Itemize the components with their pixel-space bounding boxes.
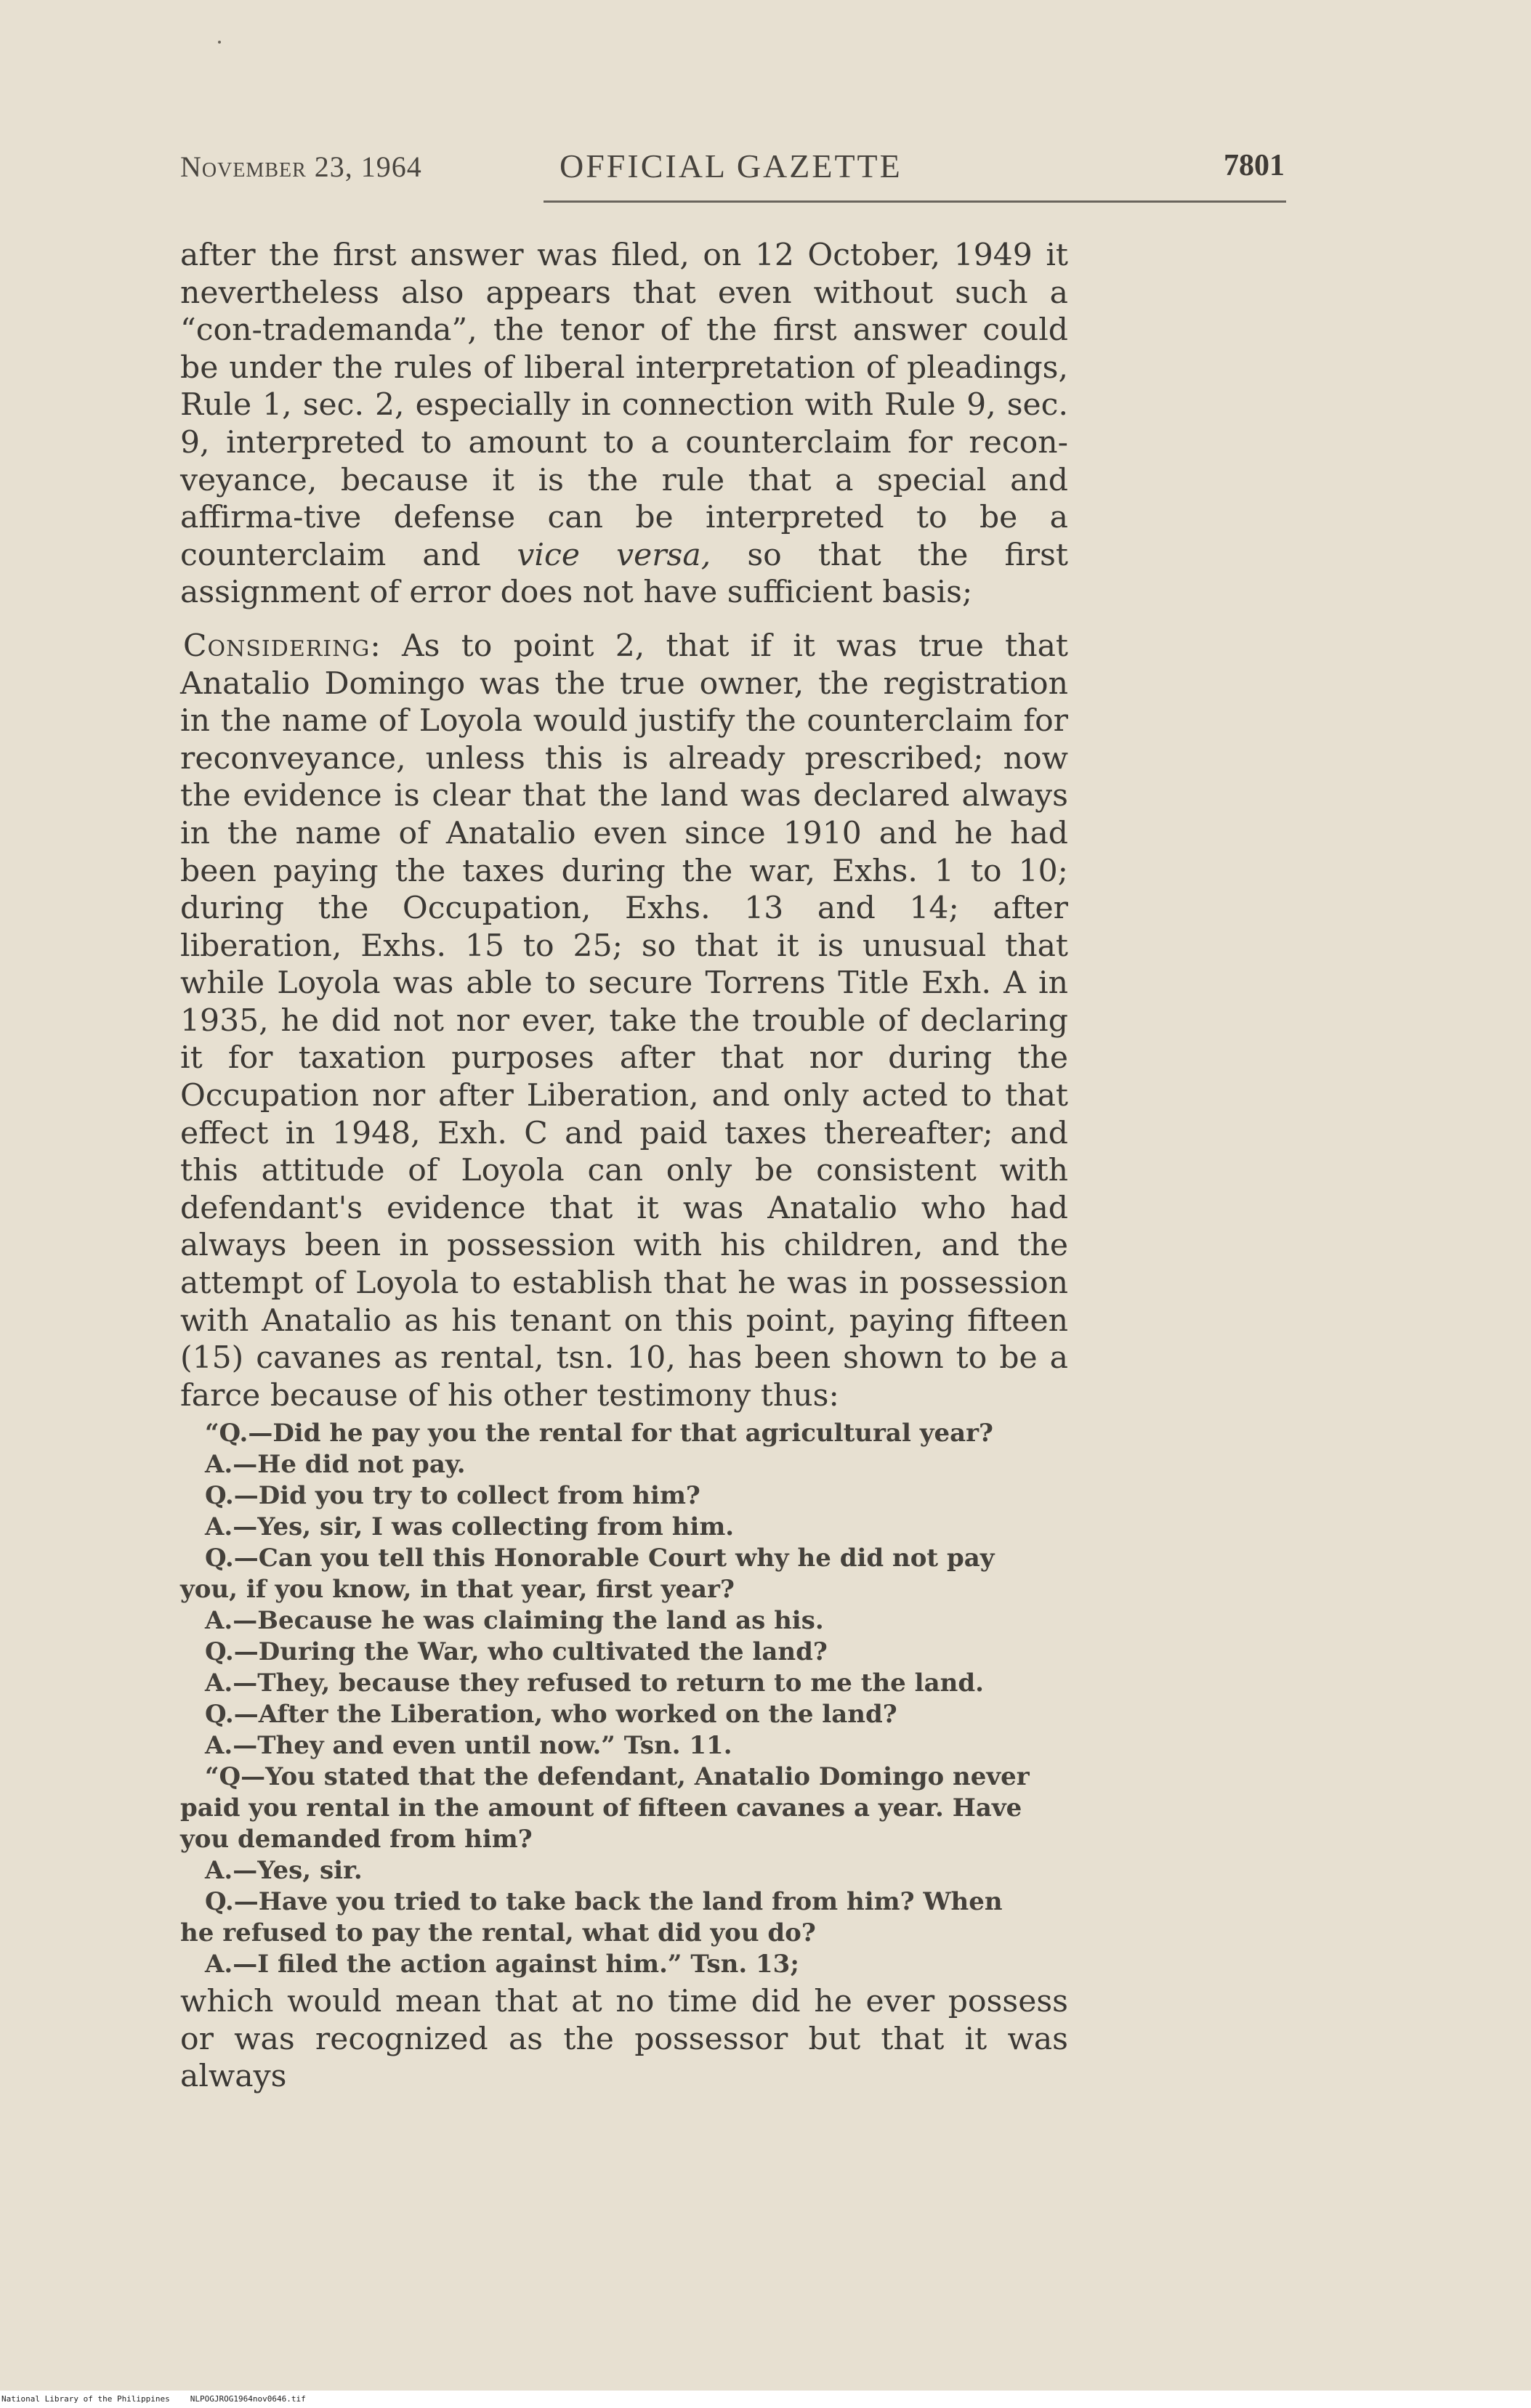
quote-line: A.—Because he was claiming the land as his. — [205, 1606, 824, 1635]
quote-line: Q.—After the Liberation, who worked on the land? — [205, 1700, 897, 1729]
footer-library: National Library of the Philippines — [1, 2394, 170, 2404]
quote-line: A.—Yes, sir, I was collecting from him. — [205, 1512, 735, 1541]
paragraph-1-end: so that the first assignment of error does not have sufficient basis; — [180, 537, 1069, 611]
quote-line: A.—He did not pay. — [205, 1450, 466, 1479]
quote-line: “Q—You stated that the defendant, Anatalio Domingo never — [205, 1762, 1030, 1791]
quote-line: Q.—Can you tell this Honorable Court why he did not pay — [205, 1544, 995, 1573]
paragraph-1-text: after the first answer was filed, on 12 October, 1949 it nevertheless also appears that even without such a “con-trademanda”, the tenor of the first answer could be under the rules of liberal interpretation of pleadings, Rule 1, sec. 2, especially in connection with Rule 9, sec. 9, interpreted to amount to a counterclaim for recon-veyance, because it is the rule that a special and affirma-tive defense can be interpreted to be a counterclaim and — [180, 238, 1068, 573]
quote-line: A.—They and even until now.” Tsn. 11. — [205, 1731, 732, 1760]
header-title: OFFICIAL GAZETTE — [560, 147, 902, 185]
quote-line: you, if you know, in that year, first year? — [180, 1575, 735, 1604]
scan-footer — [0, 2391, 1531, 2408]
quote-line: Q.—During the War, who cultivated the land? — [205, 1637, 828, 1666]
quote-line: Q.—Have you tried to take back the land from him? When — [205, 1887, 1003, 1916]
quote-line: he refused to pay the rental, what did you do? — [180, 1918, 816, 1947]
paragraph-1 — [180, 237, 1068, 612]
quote-line: A.—I filed the action against him.” Tsn. 13; — [205, 1950, 799, 1979]
page-header — [180, 147, 1285, 193]
testimony-quote — [180, 1418, 1068, 1980]
body-text — [180, 237, 1068, 1430]
paragraph-2-lead: Considering — [183, 628, 371, 664]
paragraph-1-italic: vice versa, — [517, 537, 711, 573]
closing-text — [180, 1983, 1068, 2096]
quote-line: A.—Yes, sir. — [205, 1856, 363, 1885]
paragraph-2-text: : As to point 2, that if it was true that Anatalio Domingo was the true owner, the registration in the name of Loyola would justify the counterclaim for reconveyance, unless this is already prescribed; now the evidence is clear that the land was declared always in the name of Anatalio even since 1910 and he had been paying the taxes during the war, Exhs. 1 to 10; during the Occupation, Exhs. 13 and 14; after liberation, Exhs. 15 to 25; so that it is unusual that while Loyola was able to secure Torrens Title Exh. A in 1935, he did not nor ever, take the trouble of declaring it for taxation purposes after that nor during the Occupation nor after Liberation, and only acted to that effect in 1948, Exh. C and paid taxes thereafter; and this attitude of Loyola can only be consistent with defendant's evidence that it was Anatalio who had always been in possession with his children, and the attempt of Loyola to establish that he was in possession with Anatalio as his tenant on this point, paying fifteen (15) cavanes as rental, tsn. 10, has been shown to be a farce because of his other testimony thus: — [180, 628, 1068, 1414]
speck — [218, 41, 221, 44]
quote-line: Q.—Did you try to collect from him? — [205, 1481, 700, 1510]
header-date: November 23, 1964 — [180, 150, 422, 183]
footer-file: NLPOGJROG1964nov0646.tif — [190, 2394, 306, 2404]
closing-paragraph: which would mean that at no time did he ever possess or was recognized as the possessor but that it was always — [180, 1984, 1068, 2095]
paragraph-2 — [180, 628, 1068, 1414]
quote-line: paid you rental in the amount of fifteen cavanes a year. Have — [180, 1793, 1022, 1823]
quote-line: “Q.—Did he pay you the rental for that agricultural year? — [205, 1419, 993, 1448]
quote-line: A.—They, because they refused to return to me the land. — [205, 1669, 984, 1698]
quote-line: you demanded from him? — [180, 1825, 533, 1854]
header-rule — [544, 200, 1286, 203]
page-number: 7801 — [1224, 149, 1285, 182]
